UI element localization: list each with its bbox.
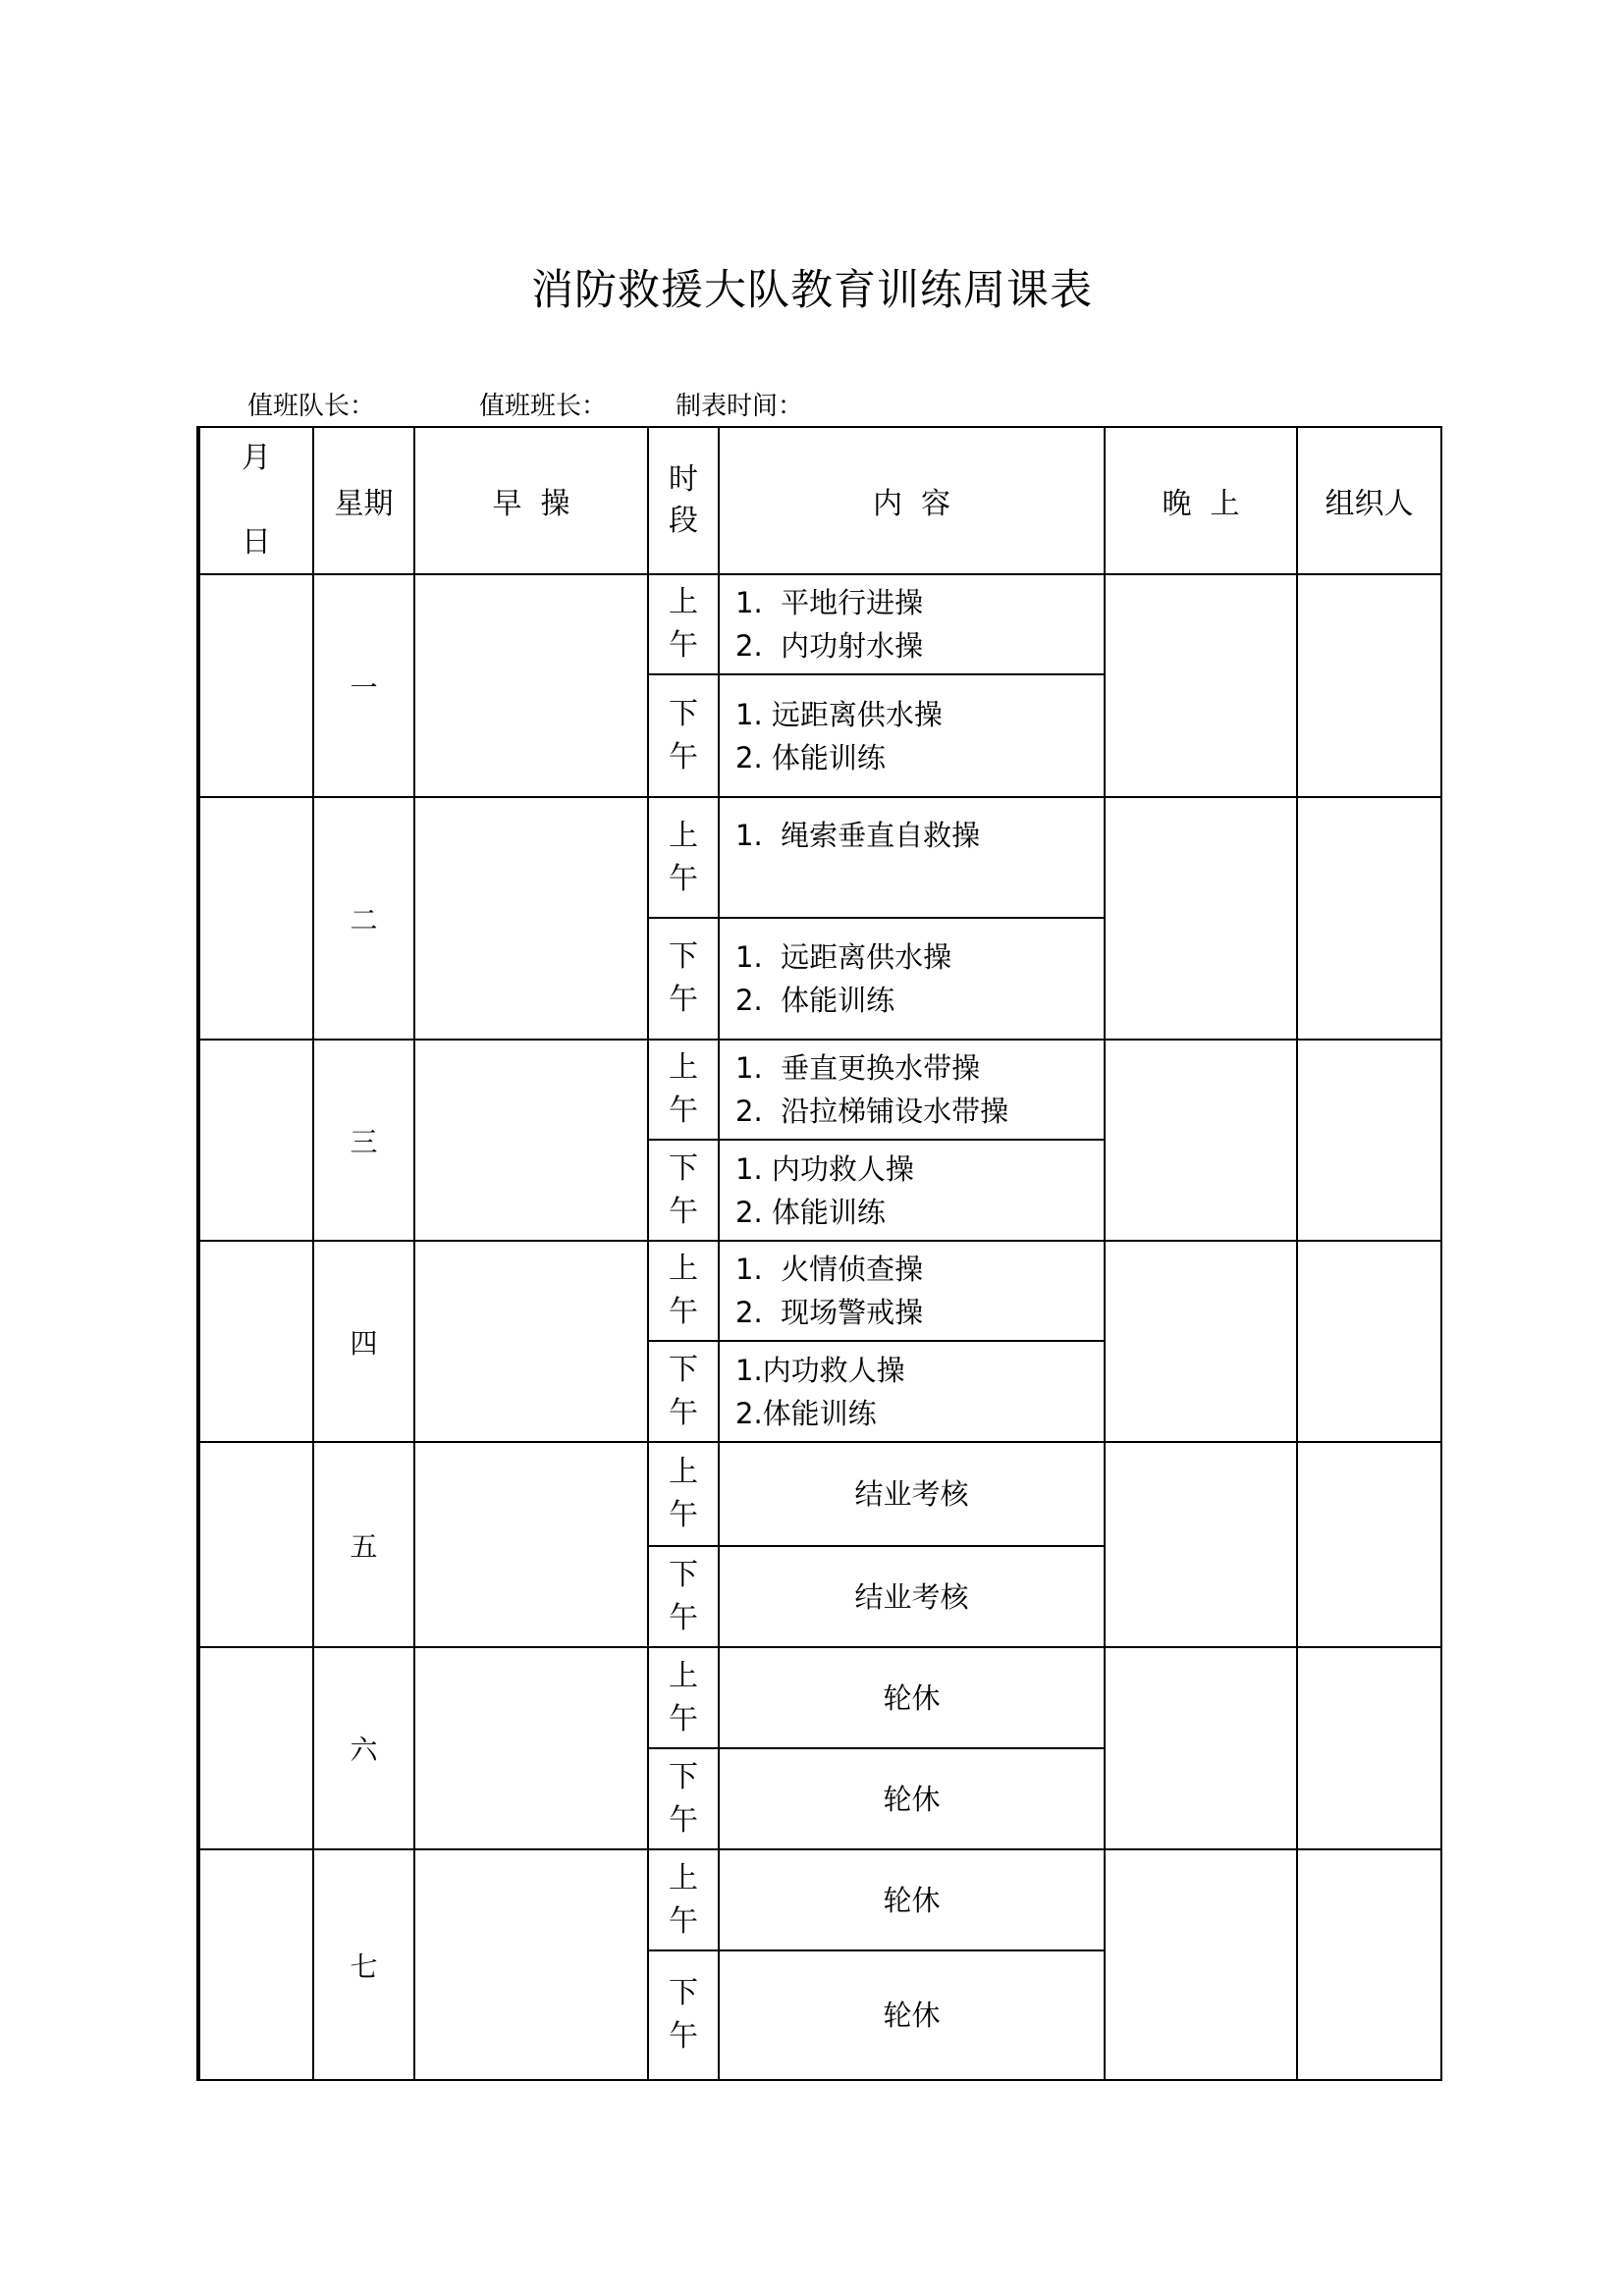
content-am: 结业考核 xyxy=(719,1442,1105,1546)
content-header: 内 容 xyxy=(719,427,1105,574)
period-pm: 下 午 xyxy=(648,1140,719,1241)
day-6-am-row xyxy=(198,1647,1441,1748)
month-day-header: 月 日 xyxy=(198,427,313,574)
morning-drill-cell xyxy=(414,1849,648,2080)
morning-drill-cell xyxy=(414,1040,648,1241)
date-cell xyxy=(198,1442,313,1647)
date-cell xyxy=(198,1040,313,1241)
day-4-am-row xyxy=(198,1241,1441,1341)
content-am: 1. 平地行进操 2. 内功射水操 xyxy=(719,574,1105,674)
content-pm: 1.内功救人操 2.体能训练 xyxy=(719,1341,1105,1442)
morning-drill-header: 早 操 xyxy=(414,427,648,574)
organizer-cell xyxy=(1297,1241,1441,1442)
date-cell xyxy=(198,1849,313,2080)
date-label: 制表时间： xyxy=(676,392,804,421)
date-cell xyxy=(198,1647,313,1849)
morning-drill-cell xyxy=(414,574,648,797)
date-cell xyxy=(198,574,313,797)
weekday-cell: 五 xyxy=(313,1442,414,1647)
organizer-cell xyxy=(1297,574,1441,797)
organizer-cell xyxy=(1297,1849,1441,2080)
content-am: 1. 垂直更换水带操 2. 沿拉梯铺设水带操 xyxy=(719,1040,1105,1140)
organizer-cell xyxy=(1297,1647,1441,1849)
weekday-cell: 一 xyxy=(313,574,414,797)
period-pm: 下 午 xyxy=(648,918,719,1040)
weekday-cell: 三 xyxy=(313,1040,414,1241)
evening-cell xyxy=(1105,1849,1297,2080)
organizer-cell xyxy=(1297,1442,1441,1647)
period-header: 时 段 xyxy=(648,427,719,574)
day-1-am-row xyxy=(198,574,1441,674)
weekday-cell: 七 xyxy=(313,1849,414,2080)
content-am: 轮休 xyxy=(719,1849,1105,1950)
day-5-am-row xyxy=(198,1442,1441,1546)
period-pm: 下 午 xyxy=(648,674,719,797)
day-7-am-row xyxy=(198,1849,1441,1950)
period-pm: 下 午 xyxy=(648,1950,719,2080)
page-title: 消防救援大队教育训练周课表 xyxy=(531,266,1093,315)
organizer-header: 组织人 xyxy=(1297,427,1441,574)
date-cell xyxy=(198,797,313,1040)
period-pm: 下 午 xyxy=(648,1748,719,1849)
content-pm: 1. 远距离供水操 2. 体能训练 xyxy=(719,918,1105,1040)
weekday-cell: 六 xyxy=(313,1647,414,1849)
period-am: 上 午 xyxy=(648,1849,719,1950)
evening-cell xyxy=(1105,1241,1297,1442)
morning-drill-cell xyxy=(414,1647,648,1849)
evening-header: 晚 上 xyxy=(1105,427,1297,574)
header-row xyxy=(198,427,1441,574)
content-am: 1. 绳索垂直自救操 xyxy=(719,797,1105,918)
period-am: 上 午 xyxy=(648,1442,719,1546)
evening-cell xyxy=(1105,1647,1297,1849)
weekday-header: 星期 xyxy=(313,427,414,574)
content-pm: 1. 远距离供水操 2. 体能训练 xyxy=(719,674,1105,797)
content-pm: 1. 内功救人操 2. 体能训练 xyxy=(719,1140,1105,1241)
period-am: 上 午 xyxy=(648,1241,719,1341)
period-am: 上 午 xyxy=(648,1647,719,1748)
period-am: 上 午 xyxy=(648,574,719,674)
date-cell xyxy=(198,1241,313,1442)
weekday-cell: 四 xyxy=(313,1241,414,1442)
evening-cell xyxy=(1105,574,1297,797)
weekday-cell: 二 xyxy=(313,797,414,1040)
day-2-am-row xyxy=(198,797,1441,918)
content-pm: 轮休 xyxy=(719,1950,1105,2080)
schedule-table xyxy=(196,426,1442,2081)
morning-drill-cell xyxy=(414,1442,648,1647)
content-am: 轮休 xyxy=(719,1647,1105,1748)
monitor-label: 值班班长： xyxy=(479,392,608,421)
morning-drill-cell xyxy=(414,797,648,1040)
period-am: 上 午 xyxy=(648,1040,719,1140)
organizer-cell xyxy=(1297,797,1441,1040)
organizer-cell xyxy=(1297,1040,1441,1241)
content-am: 1. 火情侦查操 2. 现场警戒操 xyxy=(719,1241,1105,1341)
evening-cell xyxy=(1105,1040,1297,1241)
day-3-am-row xyxy=(198,1040,1441,1140)
morning-drill-cell xyxy=(414,1241,648,1442)
period-am: 上 午 xyxy=(648,797,719,918)
content-pm: 轮休 xyxy=(719,1748,1105,1849)
period-pm: 下 午 xyxy=(648,1341,719,1442)
period-pm: 下 午 xyxy=(648,1546,719,1647)
content-pm: 结业考核 xyxy=(719,1546,1105,1647)
evening-cell xyxy=(1105,1442,1297,1647)
evening-cell xyxy=(1105,797,1297,1040)
captain-label: 值班队长： xyxy=(247,392,376,421)
